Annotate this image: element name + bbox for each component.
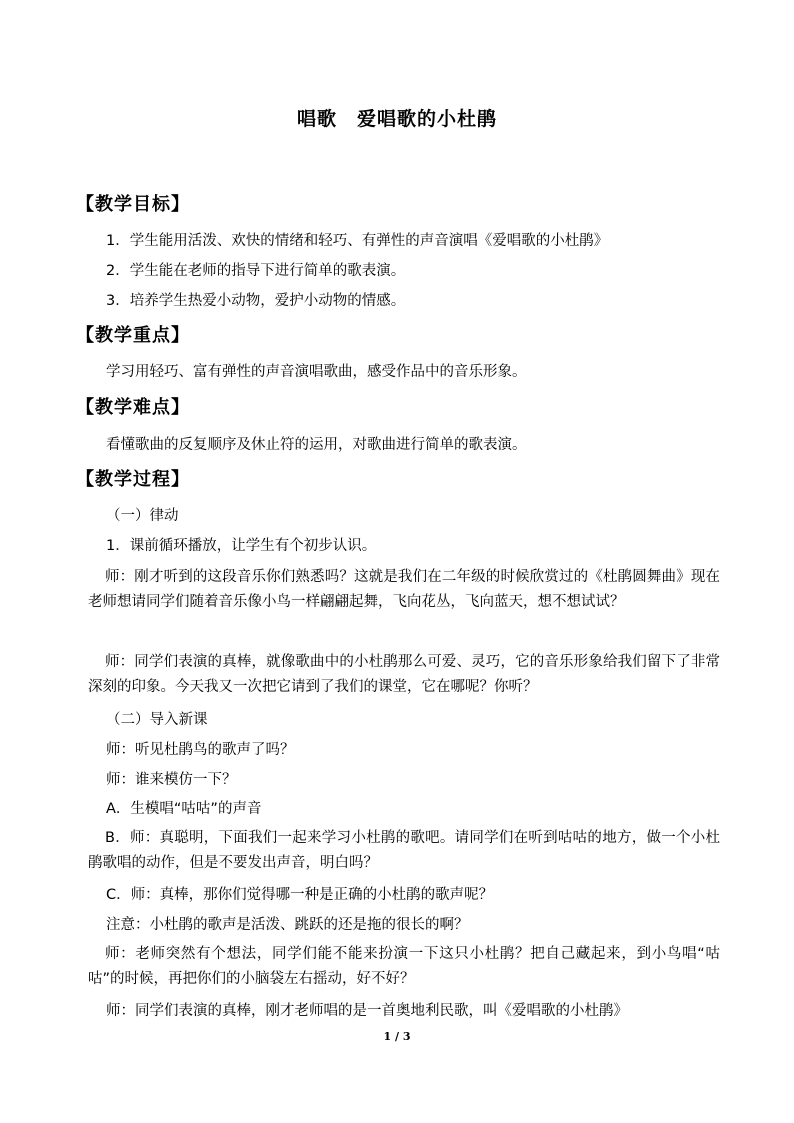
process-line-8: A．生模唱“咕咕”的声音 <box>106 801 262 817</box>
heading-key-points: 【教学重点】 <box>76 325 190 346</box>
process-line-12: 师：老师突然有个想法，同学们能不能来扮演一下这只小杜鹃？把自己藏起来，到小鸟唱“咕咕”的时候，再把你们的小脑袋左右摇动，好不好？ <box>88 946 720 987</box>
heading-teaching-process: 【教学过程】 <box>76 469 190 490</box>
process-line-11: 注意：小杜鹃的歌声是活泼、跳跃的还是拖的很长的啊？ <box>106 917 469 933</box>
process-line-5: （二）导入新课 <box>106 712 208 728</box>
process-line-10: C．师：真棒，那你们觉得哪一种是正确的小杜鹃的歌声呢？ <box>106 887 494 903</box>
heading-teaching-goals: 【教学目标】 <box>76 194 190 215</box>
process-line-13: 师：同学们表演的真棒，刚才老师唱的是一首奥地利民歌，叫《爱唱歌的小杜鹃》 <box>106 1003 628 1019</box>
goal-item-2: 2．学生能在老师的指导下进行简单的歌表演。 <box>106 263 406 279</box>
goal-item-1: 1．学生能用活泼、欢快的情绪和轻巧、有弹性的声音演唱《爱唱歌的小杜鹃》 <box>106 233 609 249</box>
process-line-7: 师：谁来模仿一下？ <box>106 772 237 788</box>
heading-difficulties: 【教学难点】 <box>76 397 190 418</box>
document-title: 唱歌 爱唱歌的小杜鹃 <box>296 108 497 130</box>
goal-item-3: 3．培养学生热爱小动物，爱护小动物的情感。 <box>106 293 406 309</box>
process-line-4: 师：同学们表演的真棒，就像歌曲中的小杜鹃那么可爱、灵巧，它的音乐形象给我们留下了非常深刻的印象。今天我又一次把它请到了我们的课堂，它在哪呢？你听？ <box>88 654 720 695</box>
process-line-1: （一）律动 <box>106 508 179 524</box>
process-line-6: 师：听见杜鹃鸟的歌声了吗？ <box>106 742 295 758</box>
process-line-9: B．师：真聪明，下面我们一起来学习小杜鹃的歌吧。请同学们在听到咕咕的地方，做一个小杜鹃歌唱的动作，但是不要发出声音，明白吗？ <box>88 830 720 871</box>
page-number: 1 / 3 <box>383 1030 411 1043</box>
difficulties-text: 看懂歌曲的反复顺序及休止符的运用，对歌曲进行简单的歌表演。 <box>106 437 527 453</box>
process-line-3: 师：刚才听到的这段音乐你们熟悉吗？这就是我们在二年级的时候欣赏过的《杜鹃圆舞曲》现在老师想请同学们随着音乐像小鸟一样翩翩起舞，飞向花丛，飞向蓝天，想不想试试？ <box>88 569 720 610</box>
process-line-2: 1．课前循环播放，让学生有个初步认识。 <box>106 538 377 554</box>
key-points-text: 学习用轻巧、富有弹性的声音演唱歌曲，感受作品中的音乐形象。 <box>106 364 527 380</box>
